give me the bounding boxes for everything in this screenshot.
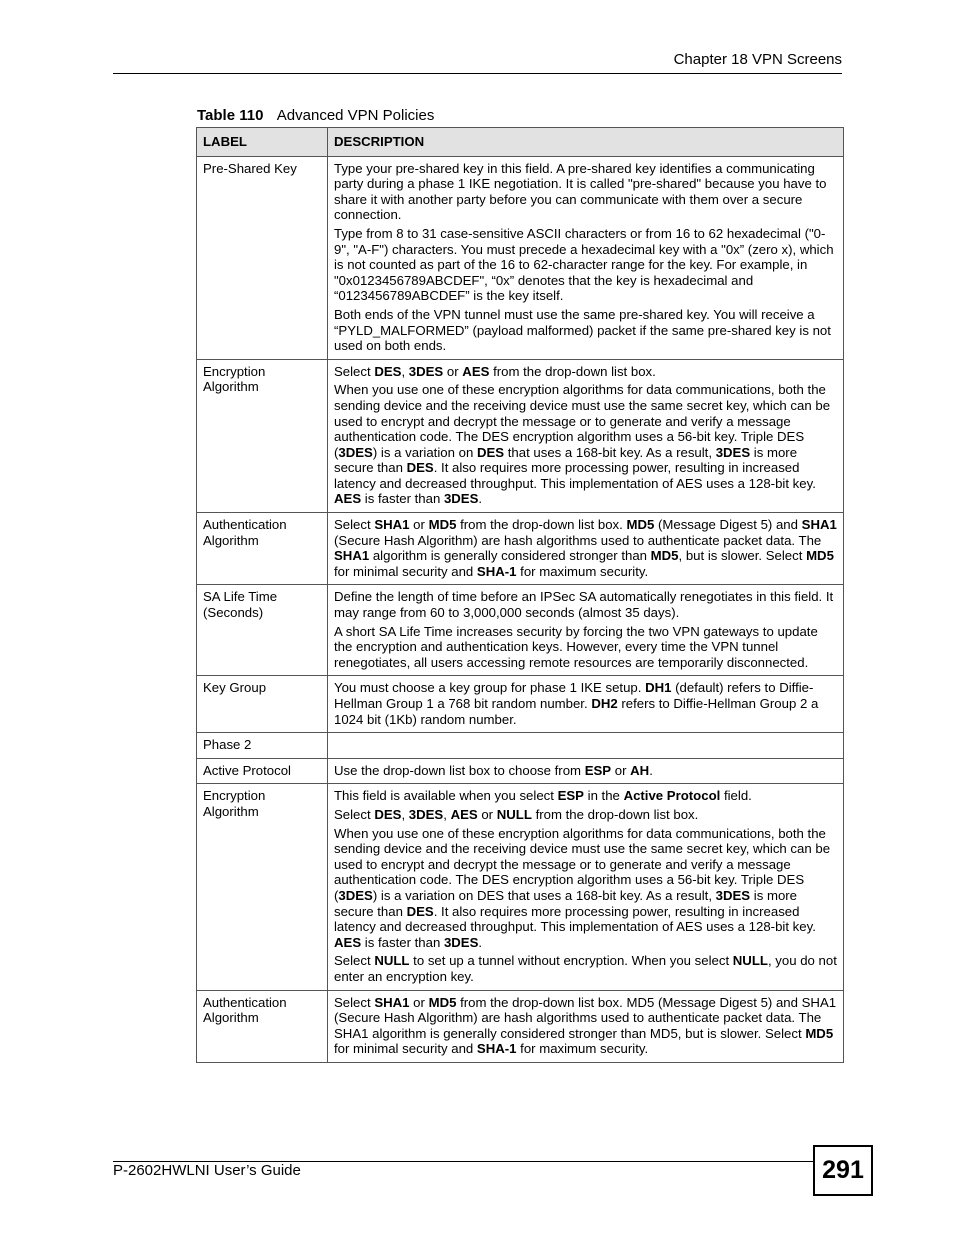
- text-run: ,: [401, 806, 409, 822]
- text-run: Select: [334, 953, 375, 969]
- bold-term: SHA1: [374, 994, 410, 1010]
- column-header-description: DESCRIPTION: [328, 128, 844, 157]
- bold-term: 3DES: [338, 887, 373, 903]
- text-run: Use the drop-down list box to choose from: [334, 762, 585, 778]
- table-row: [197, 733, 844, 759]
- table-row: [197, 990, 844, 1062]
- description-paragraph: [334, 364, 837, 380]
- bold-term: ESP: [557, 788, 584, 804]
- bold-term: AES: [450, 806, 478, 822]
- bold-term: 3DES: [408, 806, 444, 822]
- bold-term: NULL: [496, 806, 532, 822]
- bold-term: 3DES: [715, 444, 751, 460]
- bold-term: MD5: [626, 517, 655, 533]
- bold-term: SHA-1: [476, 1041, 517, 1057]
- bold-term: Active Protocol: [623, 788, 721, 804]
- row-label: Authentication Algorithm: [197, 990, 328, 1062]
- bold-term: AES: [334, 934, 362, 950]
- description-paragraph: [334, 826, 837, 951]
- text-run: .: [478, 934, 483, 950]
- text-run: field.: [720, 788, 752, 804]
- text-run: ) is a variation on: [372, 444, 477, 460]
- description-paragraph: [334, 161, 837, 223]
- description-paragraph: [334, 788, 837, 804]
- text-run: that uses a 168-bit key. As a result,: [504, 444, 716, 460]
- row-label: Phase 2: [197, 733, 328, 759]
- row-label: Encryption Algorithm: [197, 359, 328, 512]
- chapter-header: Chapter 18 VPN Screens: [673, 51, 842, 68]
- text-run: is faster than: [361, 934, 444, 950]
- bold-term: SHA-1: [476, 563, 517, 579]
- text-run: or: [477, 806, 497, 822]
- table-caption-number: Table 110: [197, 107, 264, 124]
- bold-term: 3DES: [443, 491, 479, 507]
- table-caption: [197, 107, 434, 124]
- text-run: or: [443, 363, 463, 379]
- text-run: , you do not enter an encryption key.: [334, 953, 837, 984]
- text-run: or: [409, 994, 429, 1010]
- bold-term: MD5: [806, 548, 834, 564]
- table-header-row: [197, 128, 844, 157]
- row-label: Key Group: [197, 676, 328, 733]
- description-paragraph: [334, 807, 837, 823]
- text-run: ,: [401, 363, 409, 379]
- bold-term: 3DES: [715, 887, 751, 903]
- bold-term: AES: [462, 363, 490, 379]
- text-run: from the drop-down list box.: [489, 363, 656, 379]
- text-run: (Secure Hash Algorithm) are hash algorithms used to authenticate packet data. The: [334, 532, 822, 548]
- guide-title: P-2602HWLNI User’s Guide: [113, 1162, 301, 1179]
- row-label: Active Protocol: [197, 758, 328, 784]
- bold-term: ESP: [584, 762, 612, 778]
- page-number: 291: [813, 1145, 873, 1196]
- header-divider: [113, 73, 842, 74]
- row-description: [328, 990, 844, 1062]
- table-caption-title: Advanced VPN Policies: [276, 107, 435, 124]
- row-description: [328, 676, 844, 733]
- bold-term: NULL: [374, 953, 410, 969]
- table-row: [197, 156, 844, 359]
- description-paragraph: [334, 624, 837, 671]
- text-run: or: [409, 517, 429, 533]
- table-row: [197, 513, 844, 585]
- text-run: is more secure than: [334, 444, 798, 476]
- table-row: [197, 585, 844, 676]
- bold-term: MD5: [428, 517, 457, 533]
- table-row: [197, 676, 844, 733]
- description-paragraph: [334, 953, 837, 984]
- description-paragraph: [334, 589, 837, 620]
- text-run: refers to Diffie-Hellman Group 2 a 1024 bit (1Kb) random number.: [334, 696, 819, 727]
- text-run: Select: [334, 806, 375, 822]
- row-label: Pre-Shared Key: [197, 156, 328, 359]
- bold-term: SHA1: [801, 517, 837, 533]
- text-run: Select: [334, 994, 375, 1010]
- text-run: for minimal security and: [334, 1041, 477, 1057]
- description-paragraph: [334, 517, 837, 579]
- text-run: Type from 8 to 31 case-sensitive ASCII characters or from 16 to 62 hexadecimal ("0-9", "A-F") characters. You must precede a hexadecimal key with a "0x” (zero x), which is not counted as part of the 16 to 62-character range for the key. For example, in "0x0123456789ABCDEF", “0x” denotes that the key is hexadecimal and “0123456789ABCDEF” is the key itself.: [334, 225, 834, 304]
- bold-term: 3DES: [338, 444, 373, 460]
- bold-term: DES: [406, 460, 434, 476]
- text-run: Both ends of the VPN tunnel must use the same pre-shared key. You will receive a “PYLD_MALFORMED” (payload malformed) packet if the same pre-shared key is not used on both ends.: [334, 306, 831, 354]
- description-paragraph: [334, 995, 837, 1057]
- text-run: from the drop-down list box. MD5 (Message Digest 5) and SHA1 (Secure Hash Algorithm) are hash algorithms used to authenticate packet data. The SHA1 algorithm is generally considered stronger than MD5, but is slower. Select: [334, 994, 837, 1041]
- table-row: [197, 359, 844, 512]
- text-run: When you use one of these encryption algorithms for data communications, both the sending device and the receiving device must use the same secret key, which can be used to encrypt and decrypt the message or to generate and verify a message authentication code. The DES encryption algorithm uses a 56-bit key. Triple DES (: [334, 382, 831, 460]
- text-run: Type your pre-shared key in this field. A pre-shared key identifies a communicating party during a phase 1 IKE negotiation. It is called "pre-shared" because you have to share it with another party before you can communicate with them over a secure connection.: [334, 160, 827, 223]
- text-run: When you use one of these encryption algorithms for data communications, both the sending device and the receiving device must use the same secret key, which can be used to encrypt and decrypt the message or to generate and verify a message authentication code. The DES encryption algorithm uses a 56-bit key. Triple DES (: [334, 825, 831, 903]
- description-paragraph: [334, 226, 837, 304]
- text-run: to set up a tunnel without encryption. When you select: [409, 953, 733, 969]
- row-label: SA Life Time (Seconds): [197, 585, 328, 676]
- text-run: is faster than: [361, 491, 444, 507]
- table-row: [197, 784, 844, 990]
- bold-term: MD5: [428, 994, 457, 1010]
- bold-term: DH1: [645, 680, 672, 696]
- row-description: [328, 758, 844, 784]
- text-run: . It also requires more processing power, resulting in increased latency and decreased throughput. This implementation of AES uses a 128-bit key.: [334, 903, 816, 935]
- bold-term: DES: [374, 806, 402, 822]
- bold-term: 3DES: [443, 934, 479, 950]
- bold-term: DES: [374, 363, 402, 379]
- row-label: Encryption Algorithm: [197, 784, 328, 990]
- text-run: from the drop-down list box.: [456, 517, 627, 533]
- bold-term: AH: [630, 762, 650, 778]
- text-run: for minimal security and: [334, 563, 477, 579]
- row-description: [328, 784, 844, 990]
- text-run: .: [649, 762, 653, 778]
- text-run: A short SA Life Time increases security by forcing the two VPN gateways to update the encryption and authentication keys. However, every time the VPN tunnel renegotiates, all users accessing remote resources are temporarily disconnected.: [334, 623, 818, 670]
- table-row: [197, 758, 844, 784]
- description-paragraph: [334, 307, 837, 354]
- text-run: for maximum security.: [516, 1041, 649, 1057]
- text-run: or: [611, 762, 631, 778]
- row-description: [328, 156, 844, 359]
- row-description: [328, 359, 844, 512]
- bold-term: 3DES: [408, 363, 444, 379]
- description-paragraph: [334, 680, 837, 727]
- advanced-vpn-policies-table: [196, 127, 844, 1063]
- bold-term: MD5: [650, 548, 679, 564]
- text-run: Select: [334, 517, 375, 533]
- text-run: Select: [334, 363, 375, 379]
- text-run: is more secure than: [334, 887, 798, 919]
- row-label: Authentication Algorithm: [197, 513, 328, 585]
- bold-term: DES: [406, 903, 434, 919]
- text-run: . It also requires more processing power, resulting in increased latency and decreased throughput. This implementation of AES uses a 128-bit key.: [334, 460, 816, 491]
- text-run: ,: [443, 806, 451, 822]
- bold-term: DH2: [591, 696, 618, 711]
- bold-term: NULL: [732, 953, 768, 969]
- text-run: (Message Digest 5) and: [654, 517, 802, 533]
- text-run: from the drop-down list box.: [531, 806, 699, 822]
- bold-term: AES: [334, 491, 362, 507]
- description-paragraph: [334, 763, 837, 779]
- text-run: You must choose a key group for phase 1 IKE setup.: [334, 680, 646, 696]
- bold-term: SHA1: [374, 517, 410, 533]
- bold-term: DES: [476, 444, 505, 460]
- text-run: algorithm is generally considered stronger than: [369, 548, 651, 564]
- bold-term: MD5: [805, 1025, 834, 1041]
- text-run: Define the length of time before an IPSec SA automatically renegotiates in this field. It may range from 60 to 3,000,000 seconds (almost 35 days).: [334, 589, 834, 621]
- row-description: [328, 513, 844, 585]
- column-header-label: LABEL: [197, 128, 328, 157]
- text-run: .: [478, 491, 483, 507]
- bold-term: SHA1: [334, 548, 370, 564]
- text-run: , but is slower. Select: [678, 548, 807, 564]
- text-run: This field is available when you select: [334, 788, 558, 804]
- row-description: [328, 585, 844, 676]
- row-description: [328, 733, 844, 759]
- text-run: ) is a variation on DES that uses a 168-bit key. As a result,: [372, 887, 716, 903]
- description-paragraph: [334, 382, 837, 507]
- text-run: in the: [583, 788, 624, 804]
- text-run: for maximum security.: [516, 563, 649, 579]
- table-body: [197, 156, 844, 1062]
- text-run: (default) refers to Diffie-Hellman Group 1 a 768 bit random number.: [334, 680, 814, 711]
